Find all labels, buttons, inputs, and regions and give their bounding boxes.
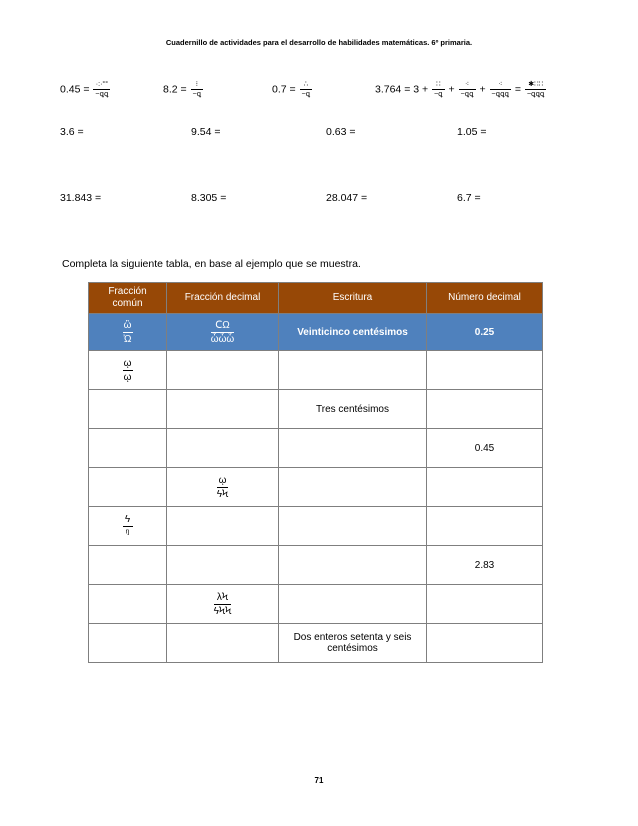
conversion-lhs: 8.2 =: [163, 83, 187, 96]
example-number: 0.25: [427, 314, 543, 351]
table-row: [89, 390, 543, 429]
cell-common-fraction[interactable]: $\frac{ϟ}{\text{ᵑ}}$: [89, 507, 167, 546]
cell-decimal-fraction[interactable]: [167, 429, 279, 468]
fraction: $\frac{⁖}{\text{\textasciitilde{}ꝗꝗ}}$: [460, 81, 474, 98]
instruction-text: Completa la siguiente tabla, en base al ejemplo que se muestra.: [62, 258, 361, 270]
header-writing: Escritura: [279, 283, 427, 314]
conversion-0-7: [272, 80, 313, 99]
conversion-0-45: [60, 80, 111, 99]
header-decimal-number: Número decimal: [427, 283, 543, 314]
table-row: [89, 624, 543, 663]
cell-common-fraction[interactable]: [89, 429, 167, 468]
cell-decimal-fraction[interactable]: λϞ ϟϞϞ: [167, 585, 279, 624]
table-row: [89, 351, 543, 390]
conversion-item: 0.63 =: [326, 126, 356, 138]
fraction: $\frac{∷}{\text{\textasciitilde{}ꝗ}}$: [434, 81, 443, 98]
cell-decimal-number[interactable]: [427, 585, 543, 624]
header-common-fraction: Fracción común: [89, 283, 167, 314]
cell-decimal-number[interactable]: 0.45: [427, 429, 543, 468]
fraction: $\frac{✱∷∷}{\text{\textasciitilde{}ꝗꝗꝗ}}$: [526, 81, 545, 98]
conversion-item: 1.05 =: [457, 126, 487, 138]
header-title: Cuadernillo de actividades para el desarrollo de habilidades matemáticas. 6º primaria.: [165, 38, 473, 47]
cell-writing[interactable]: [279, 507, 427, 546]
page-number: 71: [314, 776, 324, 785]
example-common-fraction: $\frac{\text{ὢ}}{\text{Ὠ}}$: [89, 314, 167, 351]
fraction: $\frac{\cdot:\cdot^\circ^\circ}{\text{\textasciitilde{}ꝗꝗ}}$: [95, 81, 109, 98]
cell-writing[interactable]: Dos enteros setenta y seis centésimos: [279, 624, 427, 663]
conversion-item: 3.6 =: [60, 126, 84, 138]
table-row: [89, 429, 543, 468]
cell-decimal-number[interactable]: [427, 468, 543, 507]
cell-writing[interactable]: Tres centésimos: [279, 390, 427, 429]
cell-decimal-fraction[interactable]: [167, 351, 279, 390]
cell-decimal-number[interactable]: [427, 351, 543, 390]
table-row: [89, 468, 543, 507]
conversion-lhs: 0.7 =: [272, 83, 296, 96]
cell-decimal-number[interactable]: 2.83: [427, 546, 543, 585]
cell-common-fraction[interactable]: [89, 546, 167, 585]
header-decimal-fraction: Fracción decimal: [167, 283, 279, 314]
cell-writing[interactable]: [279, 351, 427, 390]
cell-decimal-number[interactable]: [427, 624, 543, 663]
conversion-lhs: 3.764 = 3 +: [375, 83, 429, 96]
conversion-8-2: [163, 80, 204, 99]
fraction: $\frac{\therefore}{\text{\textasciitilde{}ꝗ}}$: [301, 81, 311, 98]
conversion-item: 9.54 =: [191, 126, 221, 138]
cell-writing[interactable]: [279, 468, 427, 507]
cell-writing[interactable]: [279, 546, 427, 585]
conversion-item: 6.7 =: [457, 192, 481, 204]
cell-common-fraction[interactable]: [89, 468, 167, 507]
conversion-item: 8.305 =: [191, 192, 227, 204]
cell-common-fraction[interactable]: [89, 585, 167, 624]
fraction-table: [88, 282, 543, 663]
conversion-item: 28.047 =: [326, 192, 368, 204]
table-row: [89, 546, 543, 585]
conversion-3-764: 3.764 = 3 + $\frac{∷}{\text{\textasciitilde{}ꝗ}}$ + $\frac{⁖}{\text{\textasciitilde{}ꝗꝗ}}$ + $\frac{⁖}{\text{\textasciitilde{}ꝗꝗꝗ}}$ = $\frac{✱∷∷}{\text{\textasciitilde{}ꝗꝗꝗ}}$: [375, 81, 545, 98]
cell-common-fraction[interactable]: [89, 624, 167, 663]
conversion-lhs: 0.45 =: [60, 83, 90, 96]
cell-common-fraction[interactable]: $\frac{\text{ῳ}}{\text{ῳ}}$: [89, 351, 167, 390]
cell-common-fraction[interactable]: [89, 390, 167, 429]
cell-decimal-number[interactable]: [427, 507, 543, 546]
cell-writing[interactable]: [279, 585, 427, 624]
cell-decimal-fraction[interactable]: [167, 624, 279, 663]
cell-decimal-fraction[interactable]: [167, 507, 279, 546]
cell-decimal-number[interactable]: [427, 390, 543, 429]
table-header-row: [89, 283, 543, 314]
fraction: $\frac{⁝}{\text{\textasciitilde{}ꝗ}}$: [192, 81, 202, 98]
conversion-item: 31.843 =: [60, 192, 102, 204]
table-row: [89, 585, 543, 624]
cell-writing[interactable]: [279, 429, 427, 468]
cell-decimal-fraction[interactable]: [167, 546, 279, 585]
example-row: [89, 314, 543, 351]
table-row: [89, 507, 543, 546]
example-writing: Veinticinco centésimos: [279, 314, 427, 351]
fraction: $\frac{⁖}{\text{\textasciitilde{}ꝗꝗꝗ}}$: [491, 81, 509, 98]
cell-decimal-fraction[interactable]: [167, 390, 279, 429]
cell-decimal-fraction[interactable]: $\frac{\text{ῳ}}{ϟϞ}$: [167, 468, 279, 507]
example-decimal-fraction: ⅭΩ ὧὧὧ: [167, 314, 279, 351]
